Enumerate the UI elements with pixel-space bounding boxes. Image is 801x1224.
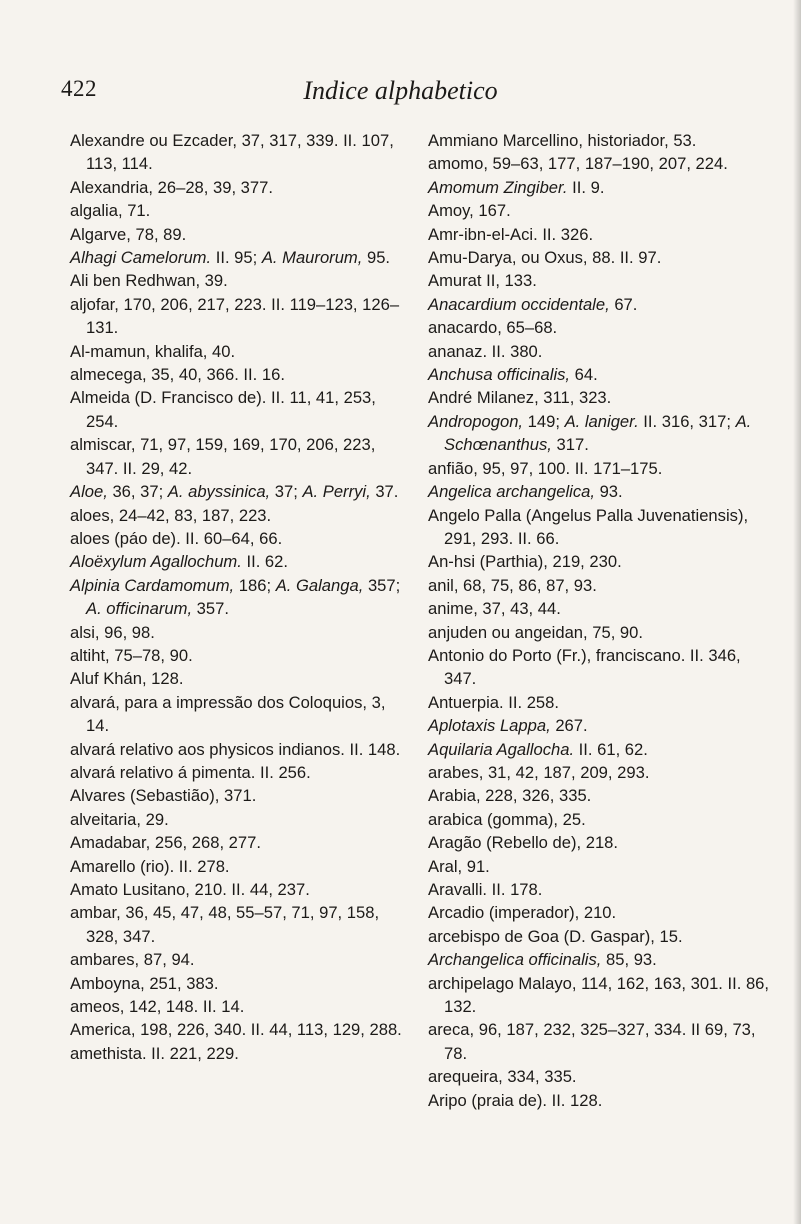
running-title: Indice alphabetico [303,76,498,105]
index-entry-text: 37; [270,482,303,502]
index-entry-text: Al-mamun, khalifa, 40. [70,341,236,361]
index-entry-text: anjuden ou angeidan, 75, 90. [428,622,643,642]
index-entry [428,480,773,503]
index-entry-text: archipelago Malayo, 114, 162, 163, 301. II. 86, 132. [428,973,770,1017]
index-entry-text: Arabia, 228, 326, 335. [428,786,592,806]
index-entry [70,784,408,807]
index-entry [428,691,773,714]
index-entry [428,363,773,386]
index-entry-text: arequeira, 334, 335. [428,1067,577,1087]
index-entry [70,386,408,433]
index-entry [70,621,408,644]
index-entry-text: ananaz. II. 380. [428,341,543,361]
index-entry-text: almecega, 35, 40, 366. II. 16. [70,365,285,385]
index-entry [70,176,408,199]
index-entry [70,1042,408,1065]
index-entry [70,761,408,784]
index-entry-text: Aravalli. II. 178. [428,880,543,899]
index-entry-italic: Aloe, [70,482,108,502]
index-entry-text: areca, 96, 187, 232, 325–327, 334. II 69, 73, 78. [428,1020,756,1063]
index-entry [70,878,408,901]
index-entry [70,293,408,340]
index-entry-italic: A. Schœnanthus, [444,411,752,455]
index-entry-italic: A. Galanga, [275,575,364,595]
index-entry [70,527,408,550]
index-entry-text: Alexandre ou Ezcader, 37, 317, 339. II. 107, 113, 114. [70,131,394,174]
index-entry-text: 317. [551,435,589,455]
index-entry [428,925,773,948]
index-entry [70,433,408,480]
index-entry-text: alvará, para a impressão dos Coloquios, 3, 14. [70,692,386,736]
index-entry-text: aloes, 24–42, 83, 187, 223. [70,505,272,525]
index-entry-text: 357. [192,599,229,619]
index-entry-text: Aral, 91. [428,856,490,876]
index-entry-italic: Andropogon, [428,411,524,431]
index-entry-italic: A. Perryi, [302,482,371,502]
index-entry-text: altiht, 75–78, 90. [70,645,193,665]
index-entry-text: Aragão (Rebello de), 218. [428,833,619,853]
index-entry-text: ambares, 87, 94. [70,950,195,970]
index-entry [428,293,773,316]
index-entry [428,129,773,152]
page-header [0,76,801,110]
index-entry [428,574,773,597]
index-entry-text: ameos, 142, 148. II. 14. [70,997,245,1017]
index-entry [428,855,773,878]
index-entry-text: Algarve, 78, 89. [70,224,187,244]
index-entry [428,597,773,620]
index-entry-text: Amboyna, 251, 383. [70,973,219,993]
index-entry-text: ambar, 36, 45, 47, 48, 55–57, 71, 97, 158, 328, 347. [70,903,380,946]
index-entry [70,808,408,831]
index-entry [428,246,773,269]
page-number: 422 [61,76,97,101]
index-entry-text: algalia, 71. [70,201,151,221]
index-entry-text: 149; [523,411,565,431]
index-entry [428,176,773,199]
index-entry [70,855,408,878]
index-entry [70,199,408,222]
index-entry-text: anil, 68, 75, 86, 87, 93. [428,575,597,595]
index-entry-text: aloes (páo de). II. 60–64, 66. [70,528,283,548]
index-entry-text: anime, 37, 43, 44. [428,599,561,619]
index-entry-italic: Aplotaxis Lappa, [428,716,551,736]
index-entry-text: Angelo Palla (Angelus Palla Juvenatiensis), 291, 293. II. 66. [428,505,749,548]
index-entry-italic: A. officinarum, [86,599,193,619]
index-entry-text: André Milanez, 311, 323. [428,388,612,408]
index-entry-text: Antuerpia. II. 258. [428,692,559,712]
index-entry [428,199,773,222]
index-entry [428,948,773,971]
index-entry-italic: A. laniger. [564,411,639,431]
index-entry [428,152,773,175]
index-entry [428,410,773,457]
index-entry [70,223,408,246]
index-entry [70,246,408,269]
index-entry [428,316,773,339]
index-entry-italic: Angelica archangelica, [428,482,595,502]
index-entry-text: Amarello (rio). II. 278. [70,856,230,876]
index-entry-text: 357; [363,575,401,595]
index-entry [428,972,773,1019]
index-entry-text: 37. [370,482,399,502]
index-entry [428,761,773,784]
index-entry-text: alvará relativo á pimenta. II. 256. [70,762,311,782]
index-entry [70,901,408,948]
index-entry-text: Aluf Khán, 128. [70,669,184,689]
index-entry-text: Amr-ibn-el-Aci. II. 326. [428,224,594,244]
index-entry-text: alvará relativo aos physicos indianos. II. 148. [70,739,401,759]
index-entry-text: II. 61, 62. [574,739,648,759]
index-entry [70,129,408,176]
index-entry [70,972,408,995]
index-entry [428,901,773,924]
index-entry [428,269,773,292]
index-entry-text: aljofar, 170, 206, 217, 223. II. 119–123, 126–131. [70,294,400,338]
index-entry-italic: A. Maurorum, [261,248,363,268]
index-entry-text: amomo, 59–63, 177, 187–190, 207, 224. [428,154,728,174]
index-entry-text: arabes, 31, 42, 187, 209, 293. [428,762,650,782]
index-entry [428,714,773,737]
index-entry-text: 36, 37; [107,482,168,502]
index-entry [70,948,408,971]
index-entry [428,831,773,854]
index-entry-text: arabica (gomma), 25. [428,809,586,829]
index-entry [428,644,773,691]
index-entry-text: 186; [234,575,276,595]
index-entry [428,340,773,363]
index-entry-text: Amoy, 167. [428,201,511,221]
index-entry-text: 85, 93. [601,950,657,970]
index-entry-italic: Aquilaria Agallocha. [428,739,575,759]
index-entry [428,457,773,480]
index-entry-text: Antonio do Porto (Fr.), franciscano. II. 346, 347. [428,645,741,689]
index-entry [70,738,408,761]
index-entry [70,667,408,690]
index-entry [70,644,408,667]
index-entry-text: Alvares (Sebastião), 371. [70,786,257,806]
index-entry-text: anfião, 95, 97, 100. II. 171–175. [428,458,663,478]
index-entry-text: II. 9. [567,177,605,197]
index-entry [428,550,773,573]
index-entry-text: 267. [550,716,588,736]
index-entry-text: II. 316, 317; [638,411,736,431]
index-entry [70,269,408,292]
index-entry-text: Alexandria, 26–28, 39, 377. [70,177,273,197]
index-entry-text: arcebispo de Goa (D. Gaspar), 15. [428,926,683,946]
index-entry [428,808,773,831]
index-entry [428,1018,773,1065]
index-entry [70,480,408,503]
index-entry-text: Amato Lusitano, 210. II. 44, 237. [70,880,310,899]
index-entry-italic: Amomum Zingiber. [428,177,568,197]
index-entry-italic: A. abyssinica, [167,482,271,502]
index-entry [428,784,773,807]
index-entry-text: 67. [609,294,638,314]
index-entry-text: alsi, 96, 98. [70,622,155,642]
index-entry [70,340,408,363]
index-entry-text: America, 198, 226, 340. II. 44, 113, 129, 288. [70,1020,402,1040]
index-entry-italic: Anacardium occidentale, [428,294,610,314]
index-entry-italic: Aloëxylum Agallochum. [70,552,242,572]
index-entry [70,995,408,1018]
index-entry [428,1089,773,1112]
index-entry-text: Aripo (praia de). II. 128. [428,1090,603,1110]
index-entry [70,550,408,573]
index-entry [428,386,773,409]
index-entry [428,878,773,901]
index-entry-text: anacardo, 65–68. [428,318,558,338]
index-entry-italic: Archangelica officinalis, [428,950,602,970]
index-entry-italic: Alpinia Cardamomum, [70,575,235,595]
index-entry [428,738,773,761]
index-entry [70,504,408,527]
index-entry-text: Almeida (D. Francisco de). II. 11, 41, 253, 254. [70,388,376,431]
index-entry-text: Amadabar, 256, 268, 277. [70,833,261,853]
index-entry-text: Amu-Darya, ou Oxus, 88. II. 97. [428,248,662,268]
index-entry-text: alveitaria, 29. [70,809,169,829]
index-entry-text: Amurat II, 133. [428,271,537,291]
index-entry-text: II. 62. [241,552,288,572]
index-entry-text: II. 95; [211,248,262,268]
index-entry [428,504,773,551]
index-entry-text: Arcadio (imperador), 210. [428,903,617,923]
index-entry [70,691,408,738]
index-entry-text: 64. [570,365,598,385]
index-entry [70,831,408,854]
index-entry [428,621,773,644]
index-entry-italic: Alhagi Camelorum. [70,248,212,268]
index-entry-text: 93. [594,482,623,502]
index-entry [428,223,773,246]
page-edge-shadow [793,0,801,1224]
index-entry [70,574,408,621]
index-entry-italic: Anchusa officinalis, [428,365,571,385]
index-entry [70,363,408,386]
index-entry-text: amethista. II. 221, 229. [70,1043,239,1063]
index-entry-text: Ammiano Marcellino, historiador, 53. [428,131,697,150]
index-entry-text: almiscar, 71, 97, 159, 169, 170, 206, 223, 347. II. 29, 42. [70,435,376,478]
index-entry-text: 95. [362,248,391,268]
index-entry [70,1018,408,1041]
index-entry-text: Ali ben Redhwan, 39. [70,271,228,291]
index-column-right [428,129,773,1112]
index-entry-text: An-hsi (Parthia), 219, 230. [428,552,622,572]
index-entry [428,1065,773,1088]
index-column-left [70,129,408,1065]
